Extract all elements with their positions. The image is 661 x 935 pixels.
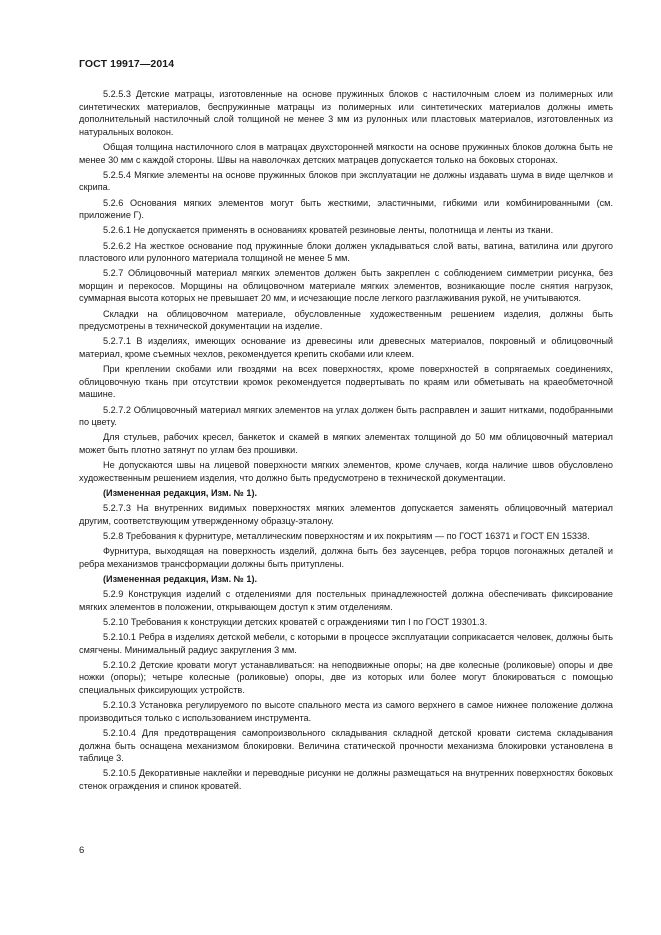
paragraph: 5.2.5.3 Детские матрацы, изготовленные на основе пружинных блоков с настилочным слоем из полимерных или синтетических материалов, беспружинные матрацы из полимерных или синтетических материалов должны иметь дополнительный настилочный слой толщиной не менее 3 мм из рулонных или пластовых материалов, изготовленных из натуральных волокон. [79, 89, 613, 137]
paragraph: Не допускаются швы на лицевой поверхности мягких элементов, кроме случаев, когда наличие швов обусловлено художественным решением изделия, что должно быть предусмотрено в технической документации. [79, 460, 613, 483]
paragraph: 5.2.7.1 В изделиях, имеющих основание из древесины или древесных материалов, покровный и облицовочный материал, кроме съемных чехлов, рекомендуется крепить скобами или клеем. [79, 336, 613, 360]
paragraph: 5.2.10 Требования к конструкции детских кроватей с ограждениями тип I по ГОСТ 19301.3. [103, 616, 488, 627]
paragraph: 5.2.10.2 Детские кровати могут устанавливаться: на неподвижные опоры; на две колесные (роликовые) опоры и две ножки (опоры); четыре колесные (роликовые) опоры, две из которых или более могут блокироваться с помощью специальных фиксирующих устройств. [79, 659, 613, 695]
paragraph: 5.2.10.3 Установка регулируемого по высоте спального места из самого верхнего в самое нижнее положение должна производиться только с использованием инструмента. [79, 700, 613, 723]
amendment-note: (Измененная редакция, Изм. № 1). [103, 487, 258, 498]
paragraph: 5.2.6.2 На жесткое основание под пружинные блоки должен укладываться слой ваты, ватина, ватилина или другого пластового или рулонного материала толщиной не менее 5 мм. [79, 240, 613, 264]
paragraph: Для стульев, рабочих кресел, банкеток и скамей в мягких элементах толщиной до 50 мм облицовочный материал может быть плотно затянут по углам без прошивки. [79, 432, 613, 455]
paragraph: Общая толщина настилочного слоя в матрацах двухсторонней мягкости на основе пружинных блоков должна быть не менее 30 мм с каждой стороны. Швы на наволочках детских матрацев допускается только на боковых сторонах. [79, 141, 613, 165]
paragraph: 5.2.9 Конструкция изделий с отделениями для постельных принадлежностей должна обеспечивать фиксирование мягких элементов в положении, открывающем доступ к этим отделениям. [79, 589, 613, 612]
paragraph: 5.2.10.5 Декоративные наклейки и переводные рисунки не должны размещаться на внутренних поверхностях боковых стенок ограждения и спинок кроватей. [79, 768, 613, 791]
paragraph: Складки на облицовочном материале, обусловленные художественным решением изделия, должны быть предусмотрены в технической документации на изделие. [79, 308, 613, 332]
paragraph: 5.2.7.3 На внутренних видимых поверхностях мягких элементов допускается заменять облицовочный материал другим, соответствующим утвержденному образцу-эталону. [79, 503, 613, 526]
paragraph: 5.2.10.4 Для предотвращения самопроизвольного складывания складной детской кровати система складывания должна быть оснащена механизмом блокировки. Величина статической прочности механизма блокировки установлена в таблице 3. [79, 727, 613, 764]
paragraph: 5.2.6.1 Не допускается применять в основаниях кроватей резиновые ленты, полотнища и ленты из ткани. [103, 225, 554, 236]
page-number: 6 [79, 845, 85, 856]
document-body [79, 88, 613, 795]
paragraph: 5.2.8 Требования к фурнитуре, металлическим поверхностям и их покрытиям — по ГОСТ 16371 и ГОСТ EN 15338. [103, 530, 590, 541]
amendment-note: (Измененная редакция, Изм. № 1). [103, 573, 258, 584]
paragraph: 5.2.7 Облицовочный материал мягких элементов должен быть закреплен с соблюдением симметрии рисунка, без морщин и перекосов. Морщины на облицовочном материале мягких элементов, возникающие после снятия нагрузок, суммарная высота которых не превышает 20 мм, и исчезающие после легкого разглаживания рукой, не учитываются. [79, 268, 613, 304]
paragraph: 5.2.6 Основания мягких элементов могут быть жесткими, эластичными, гибкими или комбинированными (см. приложение Г). [79, 197, 613, 221]
document-header: ГОСТ 19917—2014 [79, 58, 175, 70]
paragraph: 5.2.10.1 Ребра в изделиях детской мебели, с которыми в процессе эксплуатации соприкасается человек, должны быть смягчены. Минимальный радиус закругления 3 мм. [79, 632, 613, 655]
paragraph: 5.2.7.2 Облицовочный материал мягких элементов на углах должен быть расправлен и зашит нитками, подобранными по цвету. [79, 404, 613, 428]
paragraph: Фурнитура, выходящая на поверхность изделий, должна быть без заусенцев, ребра торцов погонажных деталей и ребра механизмов трансформации должны быть притуплены. [79, 546, 613, 569]
paragraph: 5.2.5.4 Мягкие элементы на основе пружинных блоков при эксплуатации не должны издавать шума в виде щелчков и скрипа. [79, 169, 613, 193]
paragraph: При креплении скобами или гвоздями на всех поверхностях, кроме поверхностей в сопрягаемых соединениях, облицовочную ткань при отсутствии кромок рекомендуется подвертывать по краям или обметывать на краеобметочной машине. [79, 364, 613, 400]
